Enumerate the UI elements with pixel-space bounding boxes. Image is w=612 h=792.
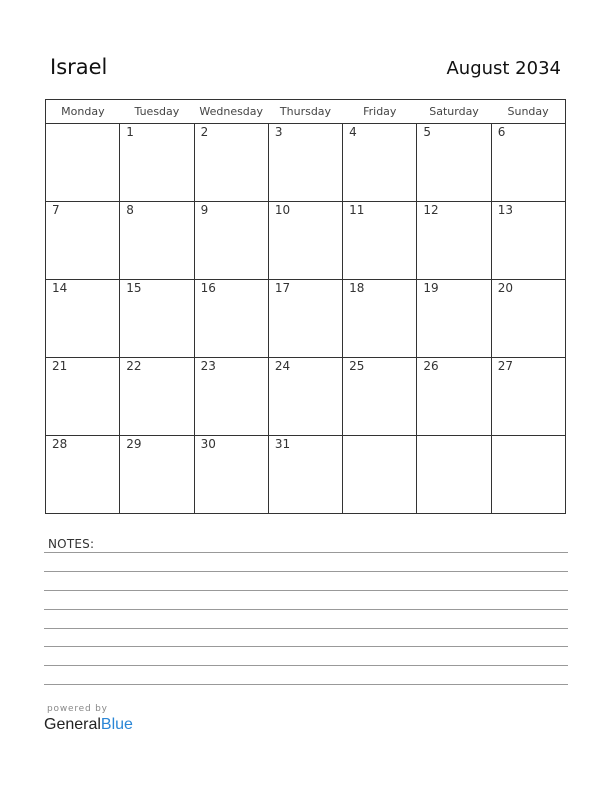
brand-blue: Blue [100,716,133,733]
day-number: 4 [349,125,357,139]
day-number [492,436,565,437]
day-number: 12 [423,203,439,217]
day-cell [343,124,417,202]
day-number: 18 [349,281,365,295]
day-number: 23 [200,359,216,373]
day-cell [268,124,342,202]
day-cell [46,436,120,514]
week-row [46,358,566,436]
day-number: 27 [497,359,513,373]
day-cell [194,358,268,436]
day-number: 6 [497,125,506,139]
day-number: 22 [126,359,142,373]
day-cell [343,436,417,514]
day-number: 25 [349,359,365,373]
day-number: 26 [423,359,439,373]
weekday-tuesday: Tuesday [120,100,194,124]
day-number: 19 [423,281,439,295]
day-cell [491,436,565,514]
day-number [343,436,416,437]
day-cell [343,202,417,280]
day-cell [417,280,491,358]
day-number: 9 [200,203,209,217]
day-cell [268,280,342,358]
day-number: 10 [274,203,291,217]
day-cell [491,280,565,358]
day-cell [194,124,268,202]
day-cell [491,202,565,280]
brand-general: General [44,716,101,733]
weekday-wednesday: Wednesday [194,100,268,124]
note-line [44,665,568,666]
weekday-monday: Monday [46,100,120,124]
day-cell [491,124,565,202]
day-cell [194,202,268,280]
note-line [44,646,568,647]
day-cell [46,124,120,202]
note-line [44,552,568,553]
generalblue-logo [44,716,133,734]
day-number: 2 [200,125,209,139]
day-cell [268,436,342,514]
weekday-friday: Friday [343,100,417,124]
month-year-title: August 2034 [446,58,561,79]
weekday-thursday: Thursday [268,100,342,124]
country-title: Israel [50,55,108,79]
day-cell [343,358,417,436]
day-number: 20 [497,281,513,295]
day-cell [268,202,342,280]
day-number: 31 [274,437,291,451]
week-row [46,202,566,280]
day-number: 17 [274,281,291,295]
day-number [417,436,490,437]
day-number: 1 [126,125,134,139]
day-cell [46,280,120,358]
weekday-sunday: Sunday [491,100,565,124]
note-line [44,684,568,685]
day-cell [268,358,342,436]
day-cell [417,202,491,280]
day-number: 13 [497,203,513,217]
week-row [46,436,566,514]
day-number: 11 [349,203,365,217]
day-cell [46,202,120,280]
day-number: 28 [52,437,68,451]
day-number: 14 [52,281,68,295]
day-number: 5 [423,125,432,139]
day-number: 16 [200,281,216,295]
weekday-header-row [46,100,566,124]
day-number: 8 [126,203,134,217]
day-cell [491,358,565,436]
day-cell [194,436,268,514]
day-number: 30 [200,437,216,451]
day-cell [417,358,491,436]
day-cell [417,124,491,202]
day-number: 24 [274,359,291,373]
weekday-saturday: Saturday [417,100,491,124]
week-row [46,124,566,202]
day-number: 15 [126,281,142,295]
day-cell [46,358,120,436]
day-cell [120,202,194,280]
day-cell [120,280,194,358]
day-number: 3 [274,125,283,139]
day-cell [417,436,491,514]
week-row [46,280,566,358]
day-number: 29 [126,437,142,451]
powered-by-text: powered by [47,704,108,714]
day-cell [120,436,194,514]
note-line [44,571,568,572]
day-number [46,124,119,125]
note-line [44,590,568,591]
day-number: 21 [52,359,68,373]
notes-label: NOTES: [48,537,95,551]
day-cell [194,280,268,358]
day-cell [343,280,417,358]
calendar-grid [45,99,566,514]
day-cell [120,124,194,202]
note-line [44,609,568,610]
day-number: 7 [52,203,60,217]
day-cell [120,358,194,436]
note-line [44,628,568,629]
